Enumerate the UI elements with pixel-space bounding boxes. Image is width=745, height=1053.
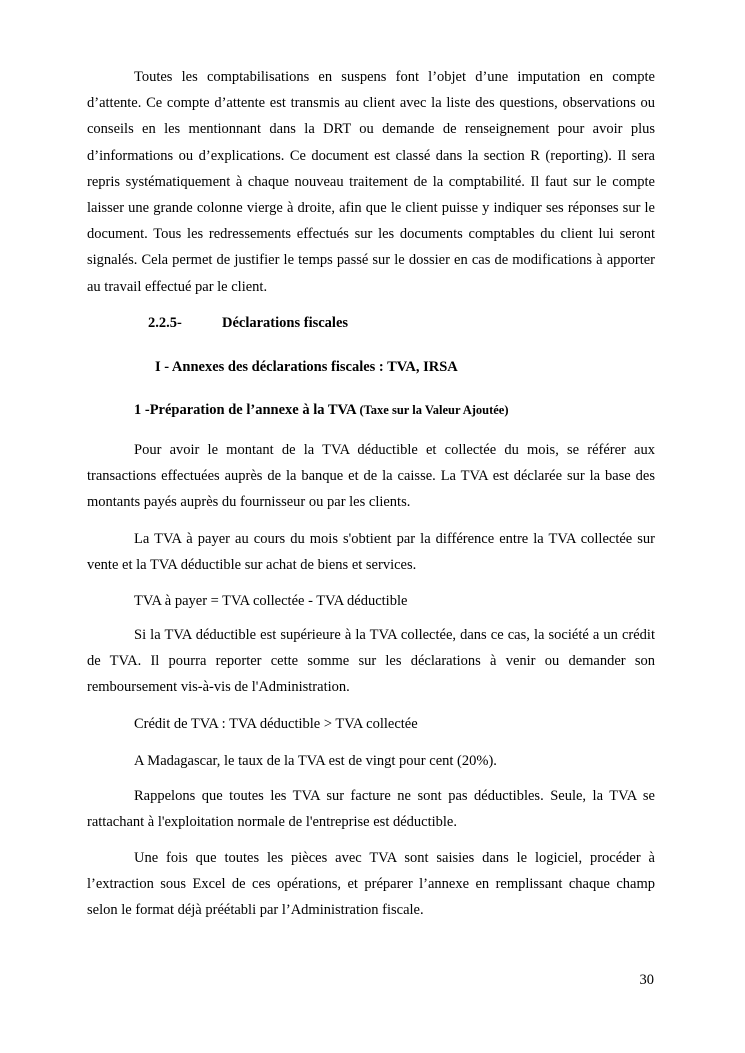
item-heading-main: 1 -Préparation de l’annexe à la TVA	[134, 402, 360, 418]
subsection-heading: I - Annexes des déclarations fiscales : TVA, IRSA	[155, 359, 458, 375]
section-title: Déclarations fiscales	[222, 315, 349, 331]
section-number: 2.2.5-	[148, 315, 182, 331]
paragraph-tva-payer: La TVA à payer au cours du mois s'obtient par la différence entre la TVA collectée sur vente et la TVA déductible sur achat de biens et services.	[87, 531, 655, 574]
paragraph-extraction-excel: Une fois que toutes les pièces avec TVA sont saisies dans le logiciel, procéder à l’extraction sous Excel de ces opérations, et préparer l’annexe en remplissant chaque champ selon le format déjà préétabli par l’Administration fiscale.	[87, 850, 655, 919]
item-heading	[134, 400, 509, 420]
paragraph-credit-tva: Si la TVA déductible est supérieure à la TVA collectée, dans ce cas, la société a un crédit de TVA. Il pourra reporter cette somme sur les déclarations à venir ou demander son remboursement vis-à-vis de l'Administration.	[87, 627, 655, 696]
statement-taux-tva: A Madagascar, le taux de la TVA est de vingt pour cent (20%).	[134, 753, 497, 769]
paragraph-montant-tva: Pour avoir le montant de la TVA déductible et collectée du mois, se référer aux transactions effectuées auprès de la banque et de la caisse. La TVA est déclarée sur la base des montants payés auprès du fournisseur ou par les clients.	[87, 442, 655, 511]
page-number: 30	[639, 972, 654, 988]
formula-credit-tva: Crédit de TVA : TVA déductible > TVA collectée	[134, 716, 418, 732]
formula-tva-payer: TVA à payer = TVA collectée - TVA déductible	[134, 593, 408, 609]
paragraph-compte-attente: Toutes les comptabilisations en suspens font l’objet d’une imputation en compte d’attente. Ce compte d’attente est transmis au client avec la liste des questions, observations ou conseils en les mentionnant dans la DRT ou demande de renseignement pour avoir plus d’informations ou d’explications. Ce document est classé dans la section R (reporting). Il sera repris systématiquement à chaque nouveau traitement de la comptabilité. Il faut sur le compte laisser une grande colonne vierge à droite, afin que le client puisse y indiquer ses réponses sur le document. Tous les redressements effectués sur les documents comptables du client lui seront signalés. Cela permet de justifier le temps passé sur le dossier en cas de modifications à apporter au travail effectué par le client.	[87, 69, 655, 295]
paragraph-deductibilite: Rappelons que toutes les TVA sur facture ne sont pas déductibles. Seule, la TVA se rattachant à l'exploitation normale de l'entreprise est déductible.	[87, 788, 655, 831]
item-heading-paren: (Taxe sur la Valeur Ajoutée)	[359, 403, 509, 417]
